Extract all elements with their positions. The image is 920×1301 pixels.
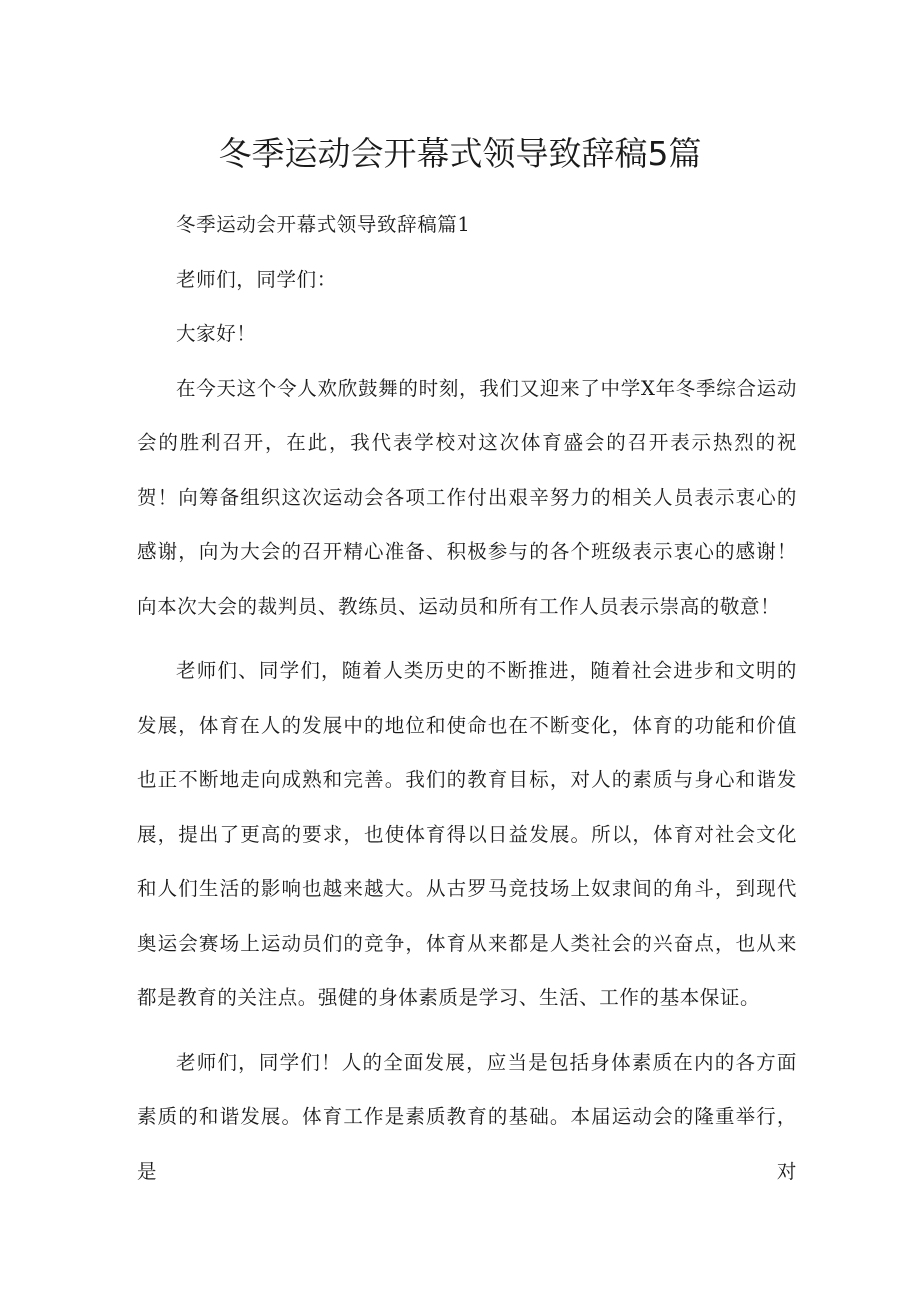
section-heading: 冬季运动会开幕式领导致辞稿篇1 [176,213,471,236]
greeting: 大家好！ [176,322,257,345]
document-body [137,198,797,1199]
paragraph-gap [137,1026,797,1036]
paragraph: 老师们，同学们！人的全面发展，应当是包括身体素质在内的各方面素质的和谐发展。体育工作是素质教育的基础。本届运动会的隆重举行，是对 [137,1050,797,1183]
salutation: 老师们，同学们： [176,267,337,291]
paragraph: 老师们、同学们，随着人类历史的不断推进，随着社会进步和文明的发展，体育在人的发展中的地位和使命也在不断变化，体育的功能和价值也正不断地走向成熟和完善。我们的教育目标，对人的素质与身心和谐发展，提出了更高的要求，也使体育得以日益发展。所以，体育对社会文化和人们生活的影响也越来越大。从古罗马竞技场上奴隶间的角斗，到现代奥运会赛场上运动员们的竞争，体育从来都是人类社会的兴奋点，也从来都是教育的关注点。强健的身体素质是学习、生活、工作的基本保证。 [137,659,797,1009]
paragraph-gap [137,634,797,644]
paragraph: 在今天这个令人欢欣鼓舞的时刻，我们又迎来了中学X年冬季综合运动会的胜利召开，在此，我代表学校对这次体育盛会的召开表示热烈的祝贺！向筹备组织这次运动会各项工作付出艰辛努力的相关人员表示衷心的感谢，向为大会的召开精心准备、积极参与的各个班级表示衷心的感谢！向本次大会的裁判员、教练员、运动员和所有工作人员表示崇高的敬意！ [137,376,797,618]
document-title: 冬季运动会开幕式领导致辞稿5篇 [218,134,702,173]
